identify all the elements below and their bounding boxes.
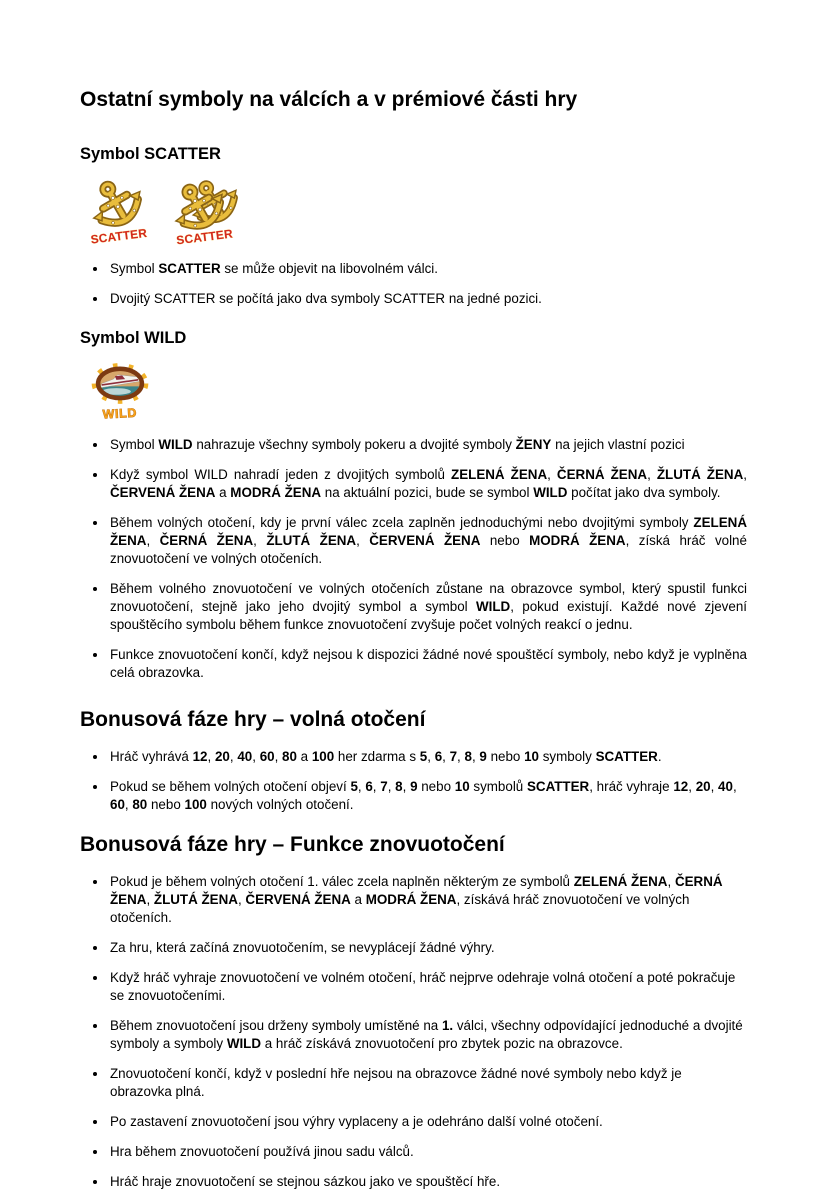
bullet-item: • Během volných otočení, kdy je první válec zcela zaplněn jednoduchými nebo dvojitými symboly ZELENÁ ŽENA, ČERNÁ ŽENA, ŽLUTÁ ŽENA, ČERVENÁ ŽENA nebo MODRÁ ŽENA, získá hráč volné znovuotočení ve volných otočeních. xyxy=(108,514,747,568)
wild-banner-text: WILD xyxy=(102,405,138,422)
bullet-item: • Během znovuotočení jsou drženy symboly umístěné na 1. válci, všechny odpovídající jednoduché a dvojité symboly a symboly WILD a hráč získává znovuotočení pro zbytek pozic na obrazovce. xyxy=(108,1017,747,1053)
double-scatter-symbol-icon xyxy=(162,174,246,246)
bullet-item: • Symbol WILD nahrazuje všechny symboly pokeru a dvojité symboly ŽENY na jejich vlastní pozici xyxy=(108,436,747,454)
free-spins-heading: Bonusová fáze hry – volná otočení xyxy=(80,708,426,731)
respin-bullet-list xyxy=(80,873,747,1191)
scatter-banner-text: SCATTER xyxy=(89,225,148,247)
section-wild xyxy=(80,328,747,682)
free-spins-bullet-list xyxy=(80,748,747,814)
bullet-item: • Znovuotočení končí, když v poslední hře nejsou na obrazovce žádné nové symboly nebo když je obrazovka plná. xyxy=(108,1065,747,1101)
bullet-item: • Pokud se během volných otočení objeví 5, 6, 7, 8, 9 nebo 10 symbolů SCATTER, hráč vyhraje 12, 20, 40, 60, 80 nebo 100 nových volných otočení. xyxy=(108,778,747,814)
bullet-item: • Hra během znovuotočení používá jinou sadu válců. xyxy=(108,1143,747,1161)
section-scatter xyxy=(80,144,747,308)
bullet-item: • Když hráč vyhraje znovuotočení ve volném otočení, hráč nejprve odehraje volná otočení a poté pokračuje se znovuotočeními. xyxy=(108,969,747,1005)
page-title: Ostatní symboly na válcích a v prémiové části hry xyxy=(80,88,578,111)
wild-symbol-icon xyxy=(80,358,160,422)
wild-symbol xyxy=(80,358,747,422)
bullet-item: • Hráč vyhrává 12, 20, 40, 60, 80 a 100 her zdarma s 5, 6, 7, 8, 9 nebo 10 symboly SCATTER. xyxy=(108,748,747,766)
scatter-bullet-list xyxy=(80,260,747,308)
bullet-item: • Pokud je během volných otočení 1. válec zcela naplněn některým ze symbolů ZELENÁ ŽENA, ČERNÁ ŽENA, ŽLUTÁ ŽENA, ČERVENÁ ŽENA a MODRÁ ŽENA, získává hráč znovuotočení ve volných otočeních. xyxy=(108,873,747,927)
section-respin xyxy=(80,831,747,1191)
scatter-banner-text: SCATTER xyxy=(175,226,234,248)
bullet-item: • Za hru, která začíná znovuotočením, se nevyplácejí žádné výhry. xyxy=(108,939,747,957)
respin-heading: Bonusová fáze hry – Funkce znovuotočení xyxy=(80,833,505,856)
bullet-item: • Symbol SCATTER se může objevit na libovolném válci. xyxy=(108,260,747,278)
bullet-item: • Funkce znovuotočení končí, když nejsou k dispozici žádné nové spouštěcí symboly, nebo když je vyplněna celá obrazovka. xyxy=(108,646,747,682)
scatter-symbol-icon xyxy=(80,174,158,246)
bullet-item: • Dvojitý SCATTER se počítá jako dva symboly SCATTER na jedné pozici. xyxy=(108,290,747,308)
bullet-item: • Během volného znovuotočení ve volných otočeních zůstane na obrazovce symbol, který spustil funkci znovuotočení, stejně jako jeho dvojitý symbol a symbol WILD, pokud existují. Každé nové zjevení spouštěcího symbolu během funkce znovuotočení zvyšuje počet volných reakcí o jednu. xyxy=(108,580,747,634)
scatter-section-heading: Symbol SCATTER xyxy=(80,145,221,163)
section-free-spins xyxy=(80,706,747,814)
wild-section-heading: Symbol WILD xyxy=(80,329,187,347)
scatter-symbols xyxy=(80,174,747,246)
bullet-item: • Když symbol WILD nahradí jeden z dvojitých symbolů ZELENÁ ŽENA, ČERNÁ ŽENA, ŽLUTÁ ŽENA, ČERVENÁ ŽENA a MODRÁ ŽENA na aktuální pozici, bude se symbol WILD počítat jako dva symboly. xyxy=(108,466,747,502)
bullet-item: • Po zastavení znovuotočení jsou výhry vyplaceny a je odehráno další volné otočení. xyxy=(108,1113,747,1131)
wild-bullet-list xyxy=(80,436,747,682)
bullet-item: • Hráč hraje znovuotočení se stejnou sázkou jako ve spouštěcí hře. xyxy=(108,1173,747,1191)
